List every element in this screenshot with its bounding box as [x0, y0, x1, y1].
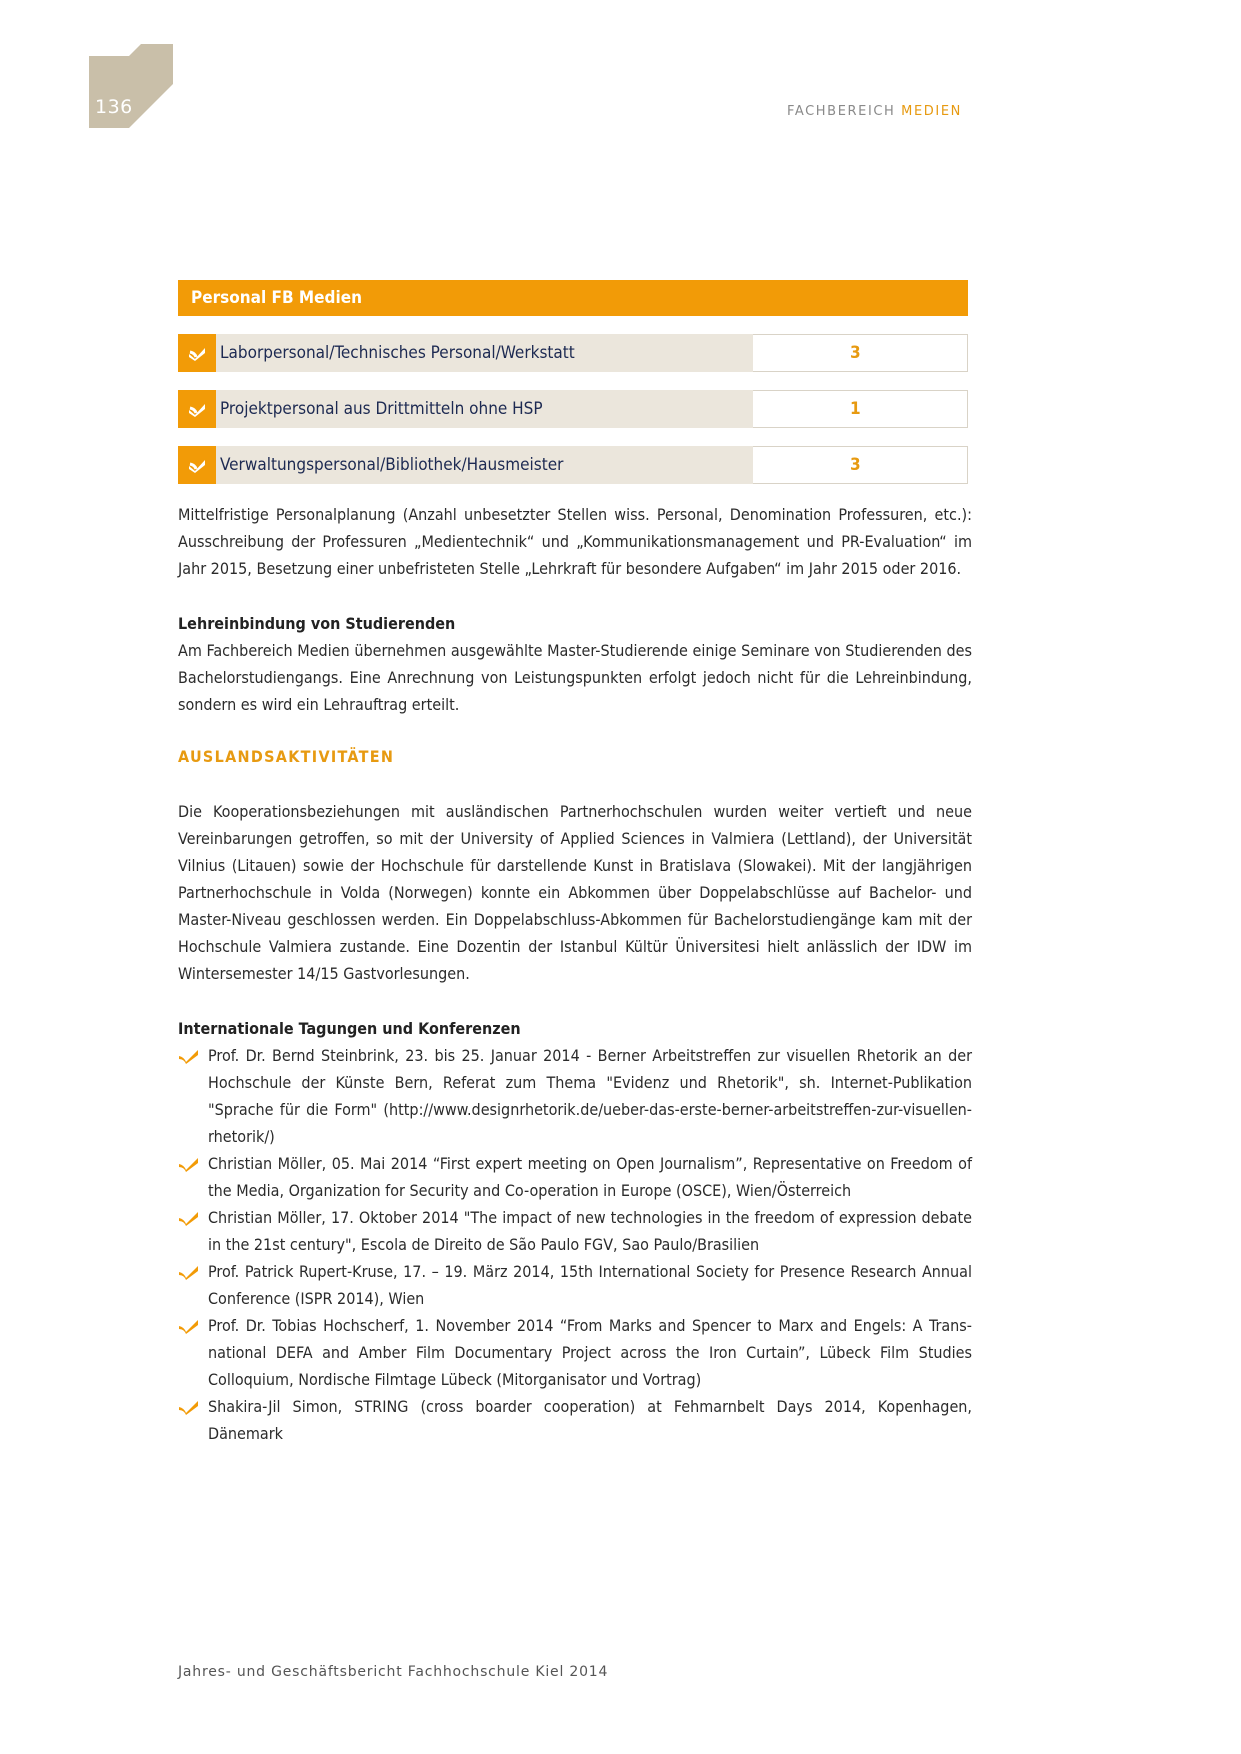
lehreinbindung-heading: Lehreinbindung von Studierenden [178, 614, 456, 633]
running-head [787, 104, 962, 119]
list-item [178, 1258, 972, 1312]
planning-paragraph: Mittelfristige Personalplanung (Anzahl unbesetzter Stellen wiss. Personal, Denomination Professuren, etc.): Ausschreibung der Professuren „Medientechnik“ und „Kommunikationsmanagement und PR-Evaluation“ im Jahr 2015, Besetzung einer unbefristeten Stelle „Lehrkraft für besondere Aufgaben“ im Jahr 2015 oder 2016. [178, 505, 972, 578]
list-item-text: Christian Möller, 05. Mai 2014 “First expert meeting on Open Journalism”, Representative on Freedom of the Media, Organization for Security and Co-operation in Europe (OSCE), Wien/Österreich [208, 1154, 972, 1200]
list-item [178, 1204, 972, 1258]
staff-row-value: 3 [753, 334, 968, 372]
staff-row-label: Projektpersonal aus Drittmitteln ohne HSP [216, 390, 753, 428]
staff-row [178, 334, 968, 372]
check-arrow-icon [178, 1210, 200, 1226]
page-number: 136 [95, 96, 133, 118]
list-item [178, 1042, 972, 1150]
list-item-text: Christian Möller, 17. Oktober 2014 "The impact of new technologies in the freedom of expression debate in the 21st century", Escola de Direito de São Paulo FGV, Sao Paulo/Brasilien [208, 1208, 972, 1254]
staff-row-value: 3 [753, 446, 968, 484]
staff-table-title: Personal FB Medien [178, 280, 968, 316]
check-arrow-icon [178, 1264, 200, 1280]
running-head-prefix: FACHBEREICH [786, 104, 896, 119]
lehreinbindung-paragraph: Am Fachbereich Medien übernehmen ausgewählte Master-Studierende einige Seminare von Studierenden des Bachelorstudiengangs. Eine Anrechnung von Leistungspunkten erfolgt jedoch nicht für die Lehreinbindung, sondern es wird ein Lehrauftrag erteilt. [178, 641, 972, 714]
staff-row-label: Verwaltungspersonal/Bibliothek/Hausmeister [216, 446, 753, 484]
list-item-text: Prof. Dr. Bernd Steinbrink, 23. bis 25. Januar 2014 - Berner Arbeitstreffen zur visuellen Rhetorik an der Hochschule der Künste Bern, Referat zum Thema "Evidenz und Rhetorik", sh. Internet-Publikation "Sprache für die Form" (http://www.designrhetorik.de/ueber-das-erste-berner-arbeitstreffen-zur-visuellen-rhetorik/) [208, 1046, 972, 1146]
staff-row-label: Laborpersonal/Technisches Personal/Werkstatt [216, 334, 753, 372]
staff-table [178, 280, 968, 484]
check-arrow-icon [178, 1156, 200, 1172]
check-arrow-icon [178, 1318, 200, 1334]
check-arrow-icon [178, 390, 216, 428]
tagungen-list [178, 1042, 972, 1447]
list-item-text: Prof. Patrick Rupert-Kruse, 17. – 19. März 2014, 15th International Society for Presence Research Annual Conference (ISPR 2014), Wien [208, 1262, 972, 1308]
check-arrow-icon [178, 1048, 200, 1064]
auslandsaktivitaeten-paragraph: Die Kooperationsbeziehungen mit ausländischen Partnerhochschulen wurden weiter vertieft und neue Vereinbarungen getroffen, so mit der University of Applied Sciences in Valmiera (Lettland), der Universität Vilnius (Litauen) sowie der Hochschule für darstellende Kunst in Bratislava (Slowakei). Mit der langjährigen Partnerhochschule in Volda (Norwegen) konnte ein Abkommen über Doppelabschlüsse auf Bachelor- und Master-Niveau geschlossen werden. Ein Doppelabschluss-Abkommen für Bachelorstudiengänge kam mit der Hochschule Valmiera zustande. Eine Dozentin der Istanbul Kültür Üniversitesi hielt anlässlich der IDW im Wintersemester 14/15 Gastvorlesungen. [178, 802, 972, 983]
main-content [178, 280, 972, 1447]
staff-row [178, 390, 968, 428]
list-item [178, 1312, 972, 1393]
list-item-text: Prof. Dr. Tobias Hochscherf, 1. November 2014 “From Marks and Spencer to Marx and Engels: A Trans-national DEFA and Amber Film Documentary Project across the Iron Curtain”, Lübeck Film Studies Colloquium, Nordische Filmtage Lübeck (Mitorganisator und Vortrag) [208, 1316, 972, 1389]
check-arrow-icon [178, 446, 216, 484]
list-item [178, 1150, 972, 1204]
running-head-accent: MEDIEN [901, 104, 962, 119]
page-footer: Jahres- und Geschäftsbericht Fachhochschule Kiel 2014 [178, 1664, 609, 1680]
check-arrow-icon [178, 1399, 200, 1415]
auslandsaktivitaeten-heading: AUSLANDSAKTIVITÄTEN [178, 747, 395, 766]
staff-row [178, 446, 968, 484]
check-arrow-icon [178, 334, 216, 372]
staff-row-value: 1 [753, 390, 968, 428]
tagungen-heading: Internationale Tagungen und Konferenzen [178, 1019, 521, 1038]
list-item [178, 1393, 972, 1447]
list-item-text: Shakira-Jil Simon, STRING (cross boarder cooperation) at Fehmarnbelt Days 2014, Kopenhagen, Dänemark [208, 1397, 972, 1443]
